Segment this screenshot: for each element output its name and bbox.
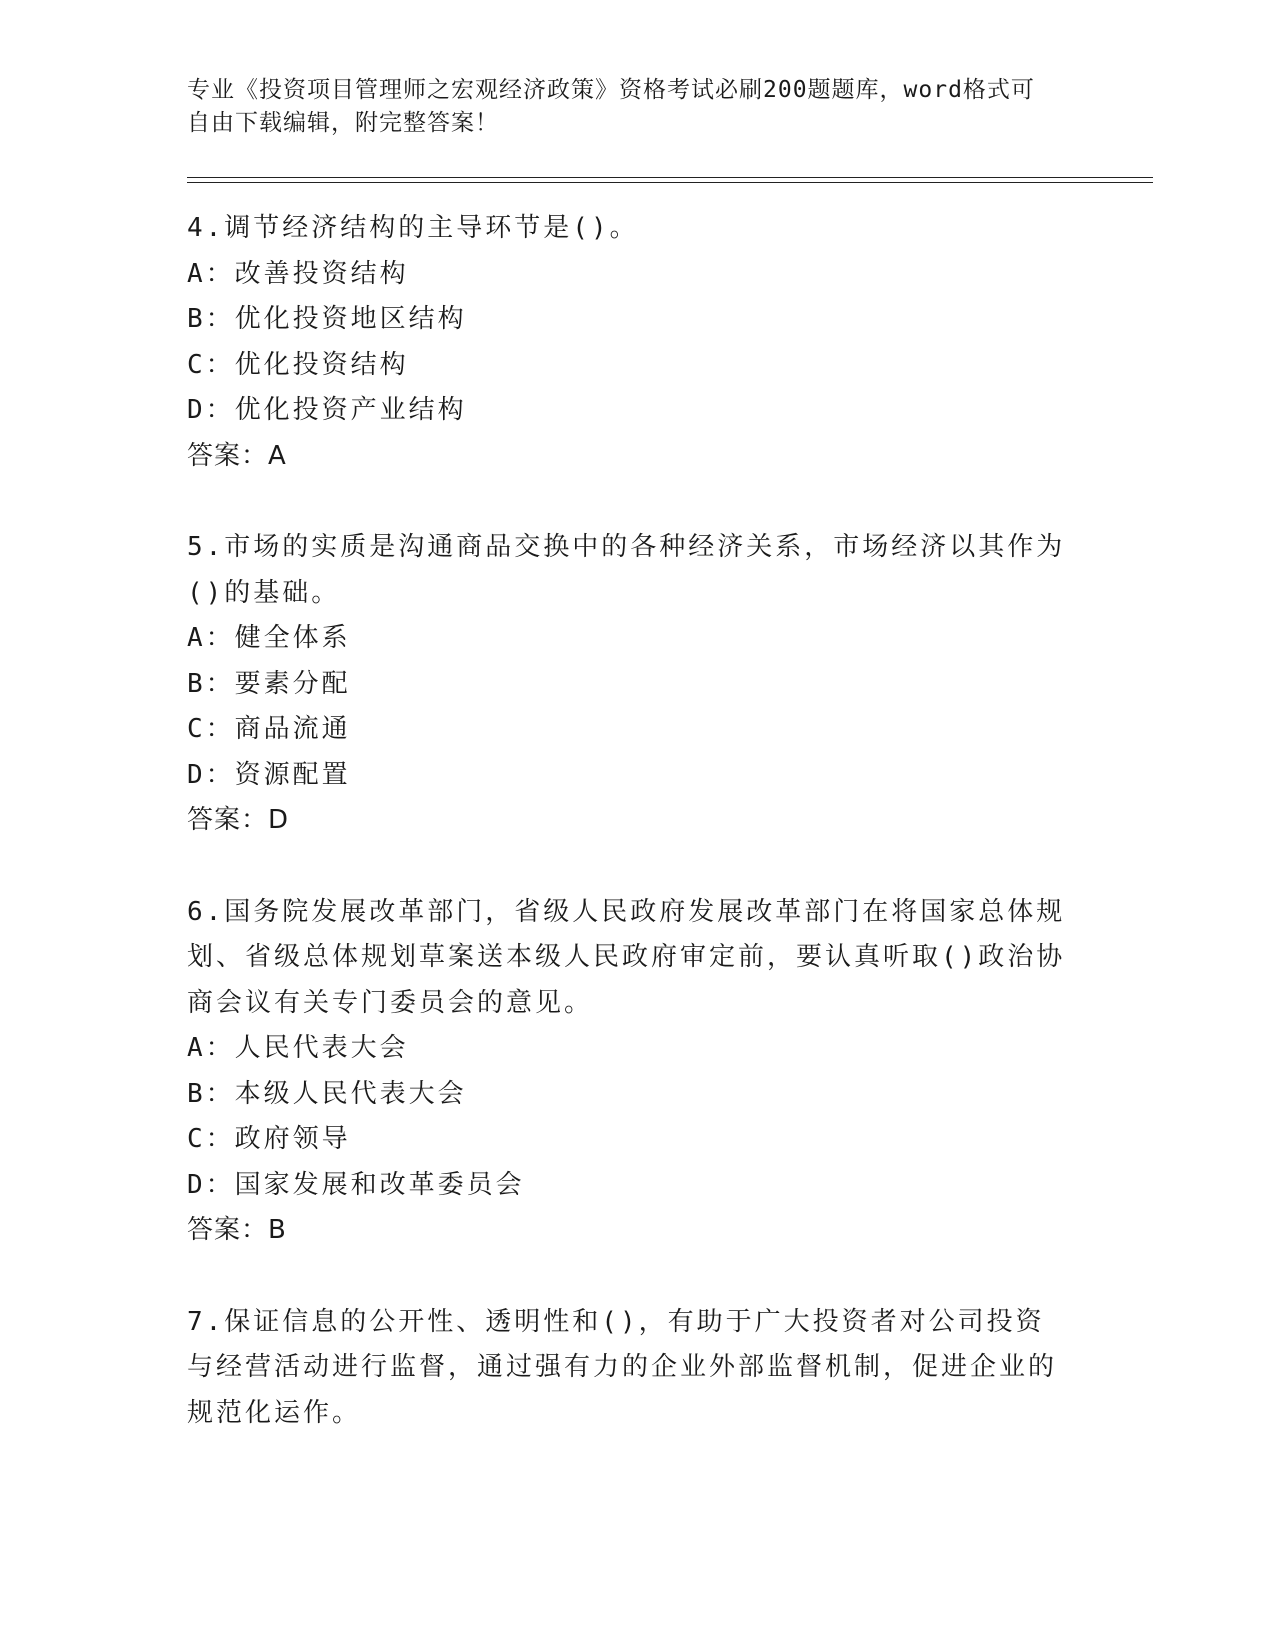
option-d: D：优化投资产业结构 [187, 395, 467, 425]
option-b: B：要素分配 [187, 668, 351, 699]
option-b: B：优化投资地区结构 [187, 304, 467, 334]
answer-line: 答案：A [187, 440, 287, 471]
option-b: B：本级人民代表大会 [187, 1078, 467, 1109]
question-4 [187, 206, 1067, 479]
question-7 [187, 1300, 1067, 1437]
header-divider-top [187, 177, 1153, 178]
question-5 [187, 525, 1067, 844]
question-text: 5.市场的实质是沟通商品交换中的各种经济关系，市场经济以其作为()的基础。 [187, 532, 1066, 608]
option-a: A：改善投资结构 [187, 258, 409, 289]
option-c: C：优化投资结构 [187, 349, 409, 380]
option-c: C：商品流通 [187, 714, 351, 744]
question-text: 7.保证信息的公开性、透明性和()，有助于广大投资者对公司投资与经营活动进行监督，通过强有力的企业外部监督机制，促进企业的规范化运作。 [187, 1306, 1058, 1428]
answer-line: 答案：D [187, 805, 290, 835]
header-line-1: 专业《投资项目管理师之宏观经济政策》资格考试必刷200题题库，word格式可 [187, 77, 1035, 103]
question-text: 4.调节经济结构的主导环节是()。 [187, 213, 639, 243]
option-c: C：政府领导 [187, 1124, 351, 1154]
header-divider-bottom [187, 182, 1153, 183]
question-list [187, 206, 1067, 1482]
answer-line: 答案：B [187, 1215, 287, 1245]
option-a: A：人民代表大会 [187, 1033, 409, 1063]
document-header [187, 74, 1067, 140]
option-d: D：国家发展和改革委员会 [187, 1169, 525, 1200]
question-text: 6.国务院发展改革部门，省级人民政府发展改革部门在将国家总体规划、省级总体规划草案送本级人民政府审定前，要认真听取()政治协商会议有关专门委员会的意见。 [187, 896, 1066, 1018]
option-d: D：资源配置 [187, 759, 351, 790]
header-line-2: 自由下载编辑，附完整答案！ [187, 110, 499, 136]
option-a: A：健全体系 [187, 623, 351, 653]
question-6 [187, 890, 1067, 1254]
